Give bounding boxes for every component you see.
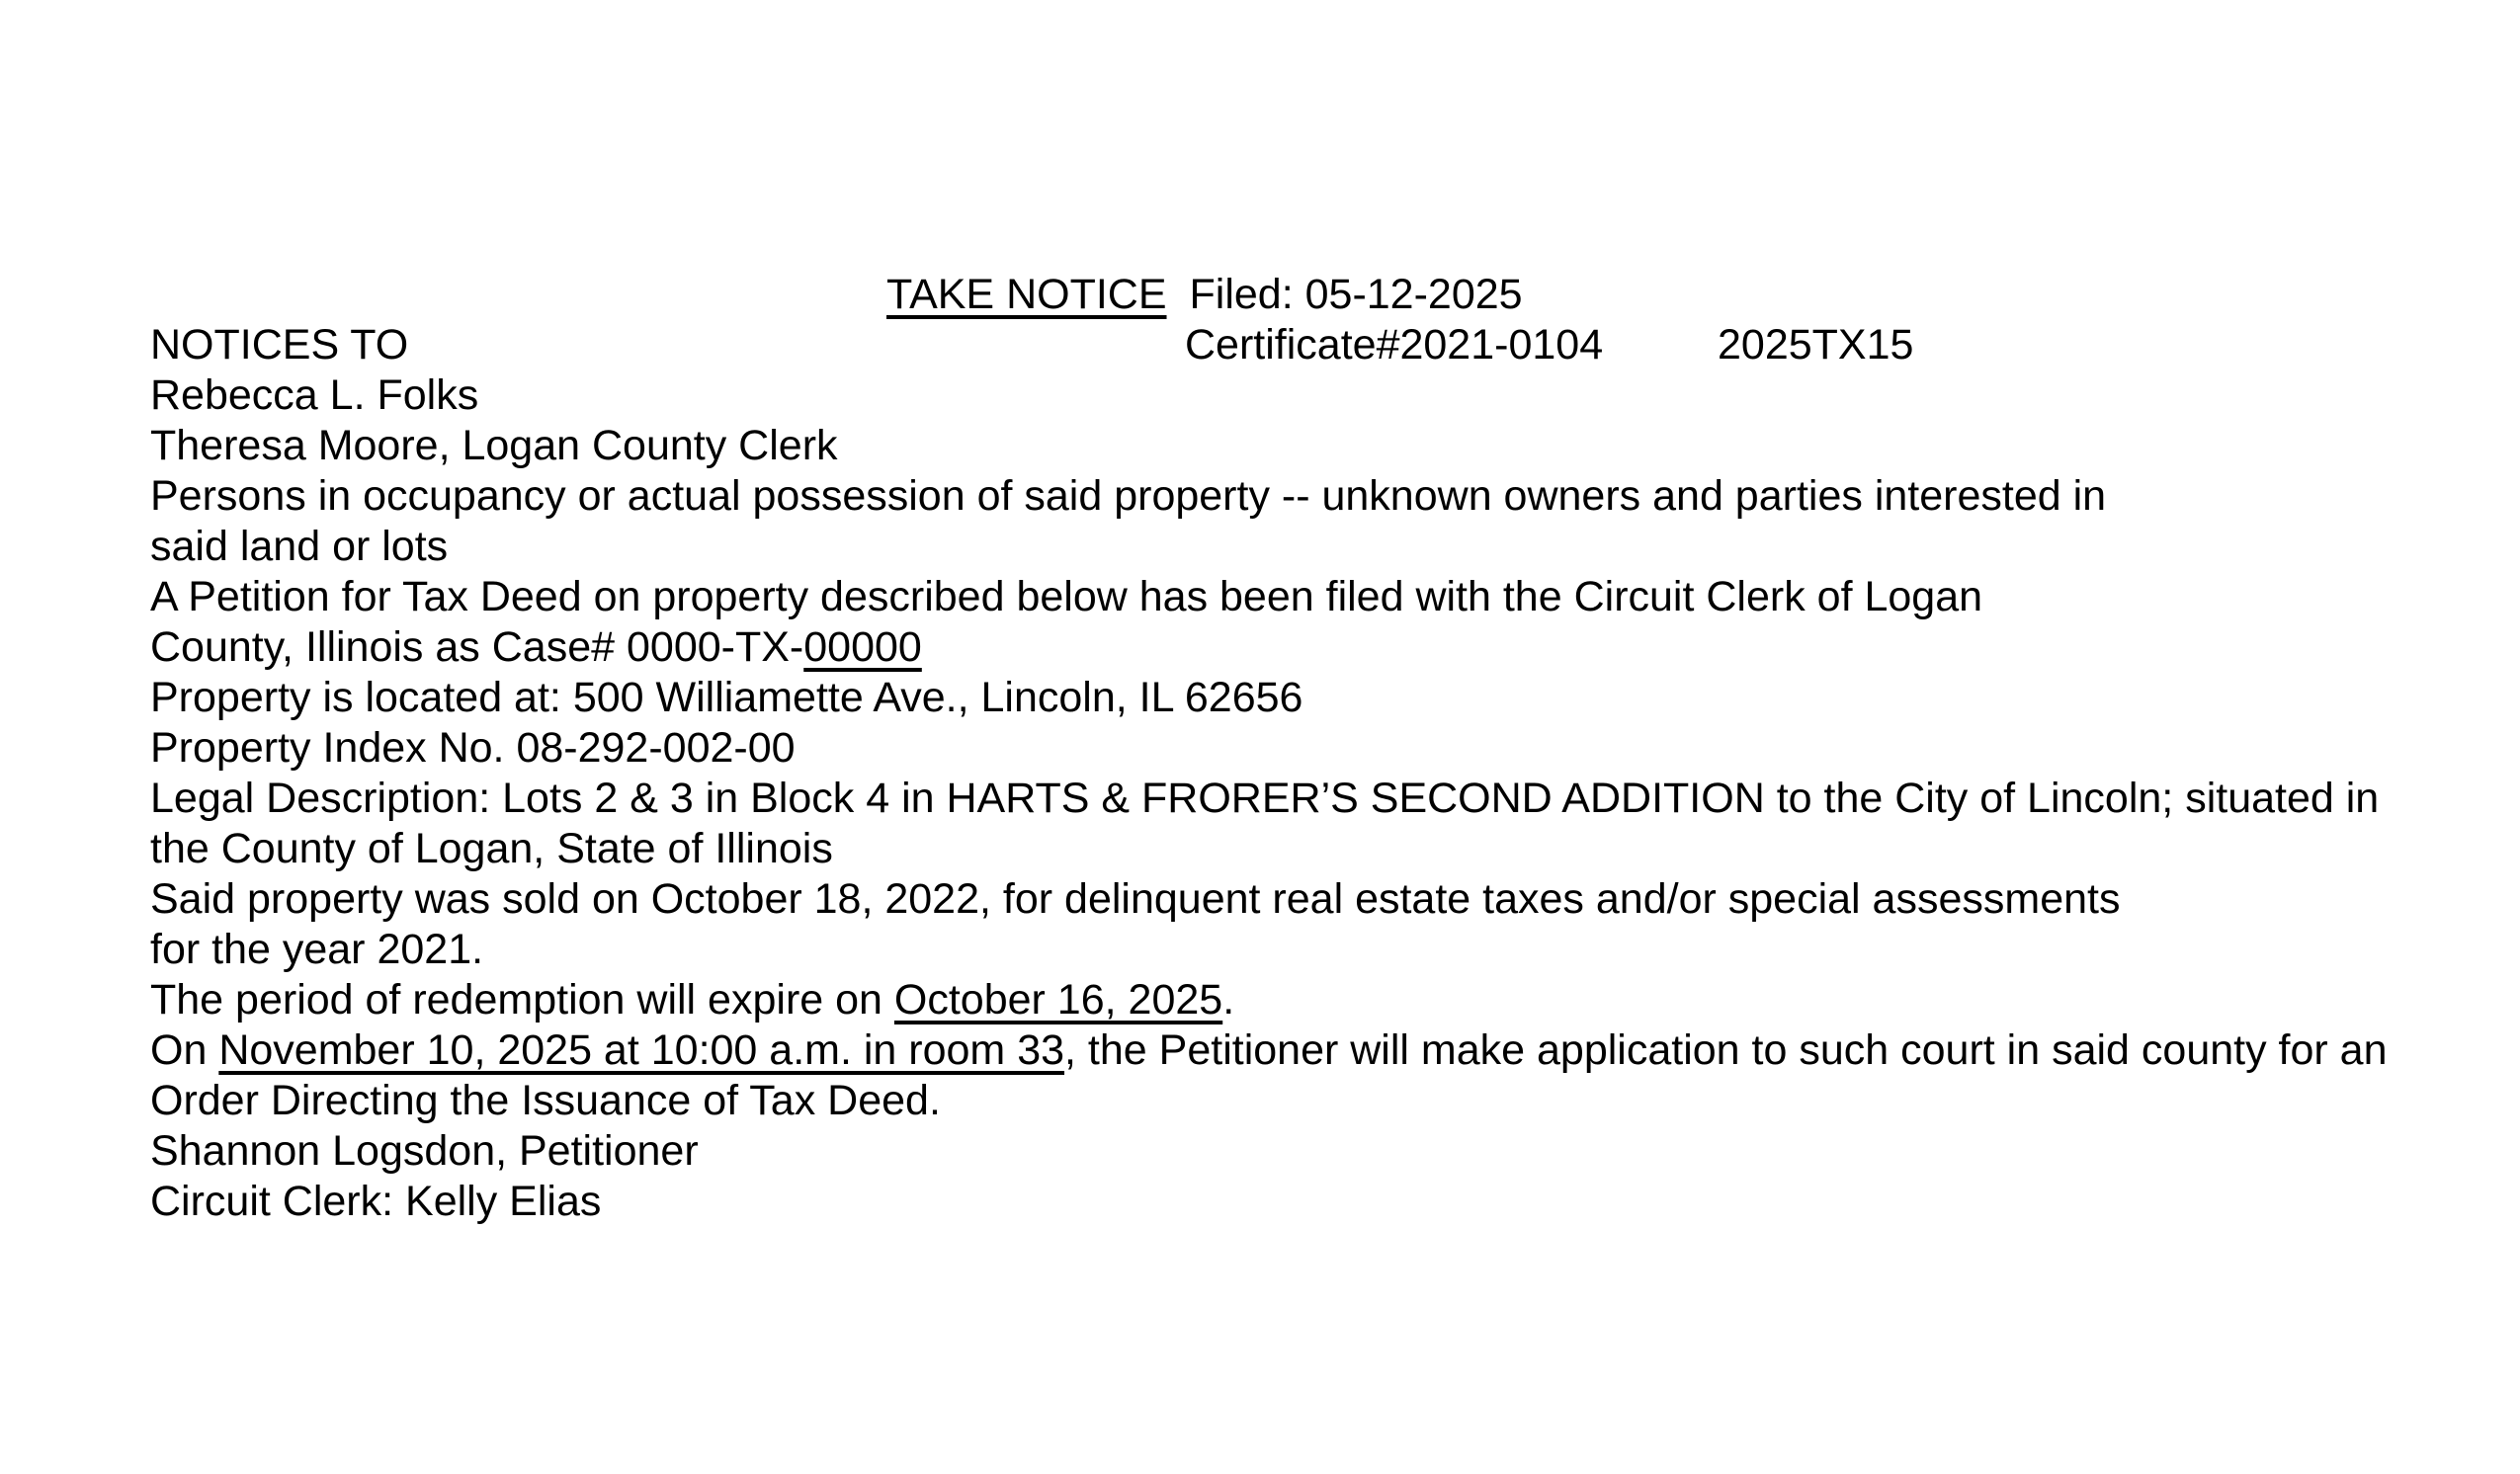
case-number-prefix: County, Illinois as Case# 0000-TX- (150, 623, 804, 671)
hearing-date-time: November 10, 2025 at 10:00 a.m. in room 33 (218, 1026, 1065, 1074)
notices-line (150, 320, 2388, 370)
recipient-occupants-2: said land or lots (150, 523, 449, 570)
redemption-line (150, 975, 2388, 1025)
circuit-clerk-signature: Circuit Clerk: Kelly Elias (150, 1178, 602, 1225)
recipient-occupants-1: Persons in occupancy or actual possession of said property -- unknown owners and parties interested in (150, 472, 2107, 520)
certificate-number: Certificate#2021-0104 (1185, 321, 1604, 368)
petitioner-signature: Shannon Logsdon, Petitioner (150, 1127, 699, 1175)
case-number-line (150, 622, 2388, 673)
redemption-prefix: The period of redemption will expire on (150, 976, 894, 1024)
hearing-line (150, 1025, 2388, 1076)
recipient-name-2: Theresa Moore, Logan County Clerk (150, 422, 838, 469)
notice-text-block (150, 270, 2388, 1227)
filed-date: Filed: 05-12-2025 (1189, 271, 1523, 318)
sale-statement-2: for the year 2021. (150, 926, 484, 973)
legal-description-1: Legal Description: Lots 2 & 3 in Block 4 in HARTS & FRORER’S SECOND ADDITION to the City of Lincoln; situated in (150, 775, 2380, 822)
petition-statement: A Petition for Tax Deed on property described below has been filed with the Circuit Clerk of Logan (150, 573, 1983, 620)
property-index-number: Property Index No. 08-292-002-00 (150, 724, 796, 772)
recipient-name-1: Rebecca L. Folks (150, 371, 479, 419)
redemption-suffix: . (1222, 976, 1235, 1024)
take-notice-title: TAKE NOTICE (886, 271, 1167, 318)
notices-to-label: NOTICES TO (150, 321, 409, 368)
hearing-order-line: Order Directing the Issuance of Tax Deed. (150, 1077, 941, 1124)
redemption-date: October 16, 2025 (893, 976, 1223, 1024)
sale-statement-1: Said property was sold on October 18, 2022, for delinquent real estate taxes and/or special assessments (150, 875, 2121, 923)
hearing-prefix: On (150, 1026, 219, 1074)
property-location: Property is located at: 500 Williamette Ave., Lincoln, IL 62656 (150, 674, 1303, 721)
legal-description-2: the County of Logan, State of Illinois (150, 825, 833, 872)
hearing-suffix: , the Petitioner will make application to such court in said county for an (1064, 1026, 2388, 1074)
header-line (150, 270, 2388, 320)
case-number-underlined: 00000 (803, 623, 922, 671)
tax-case-number: 2025TX15 (1718, 321, 1914, 368)
